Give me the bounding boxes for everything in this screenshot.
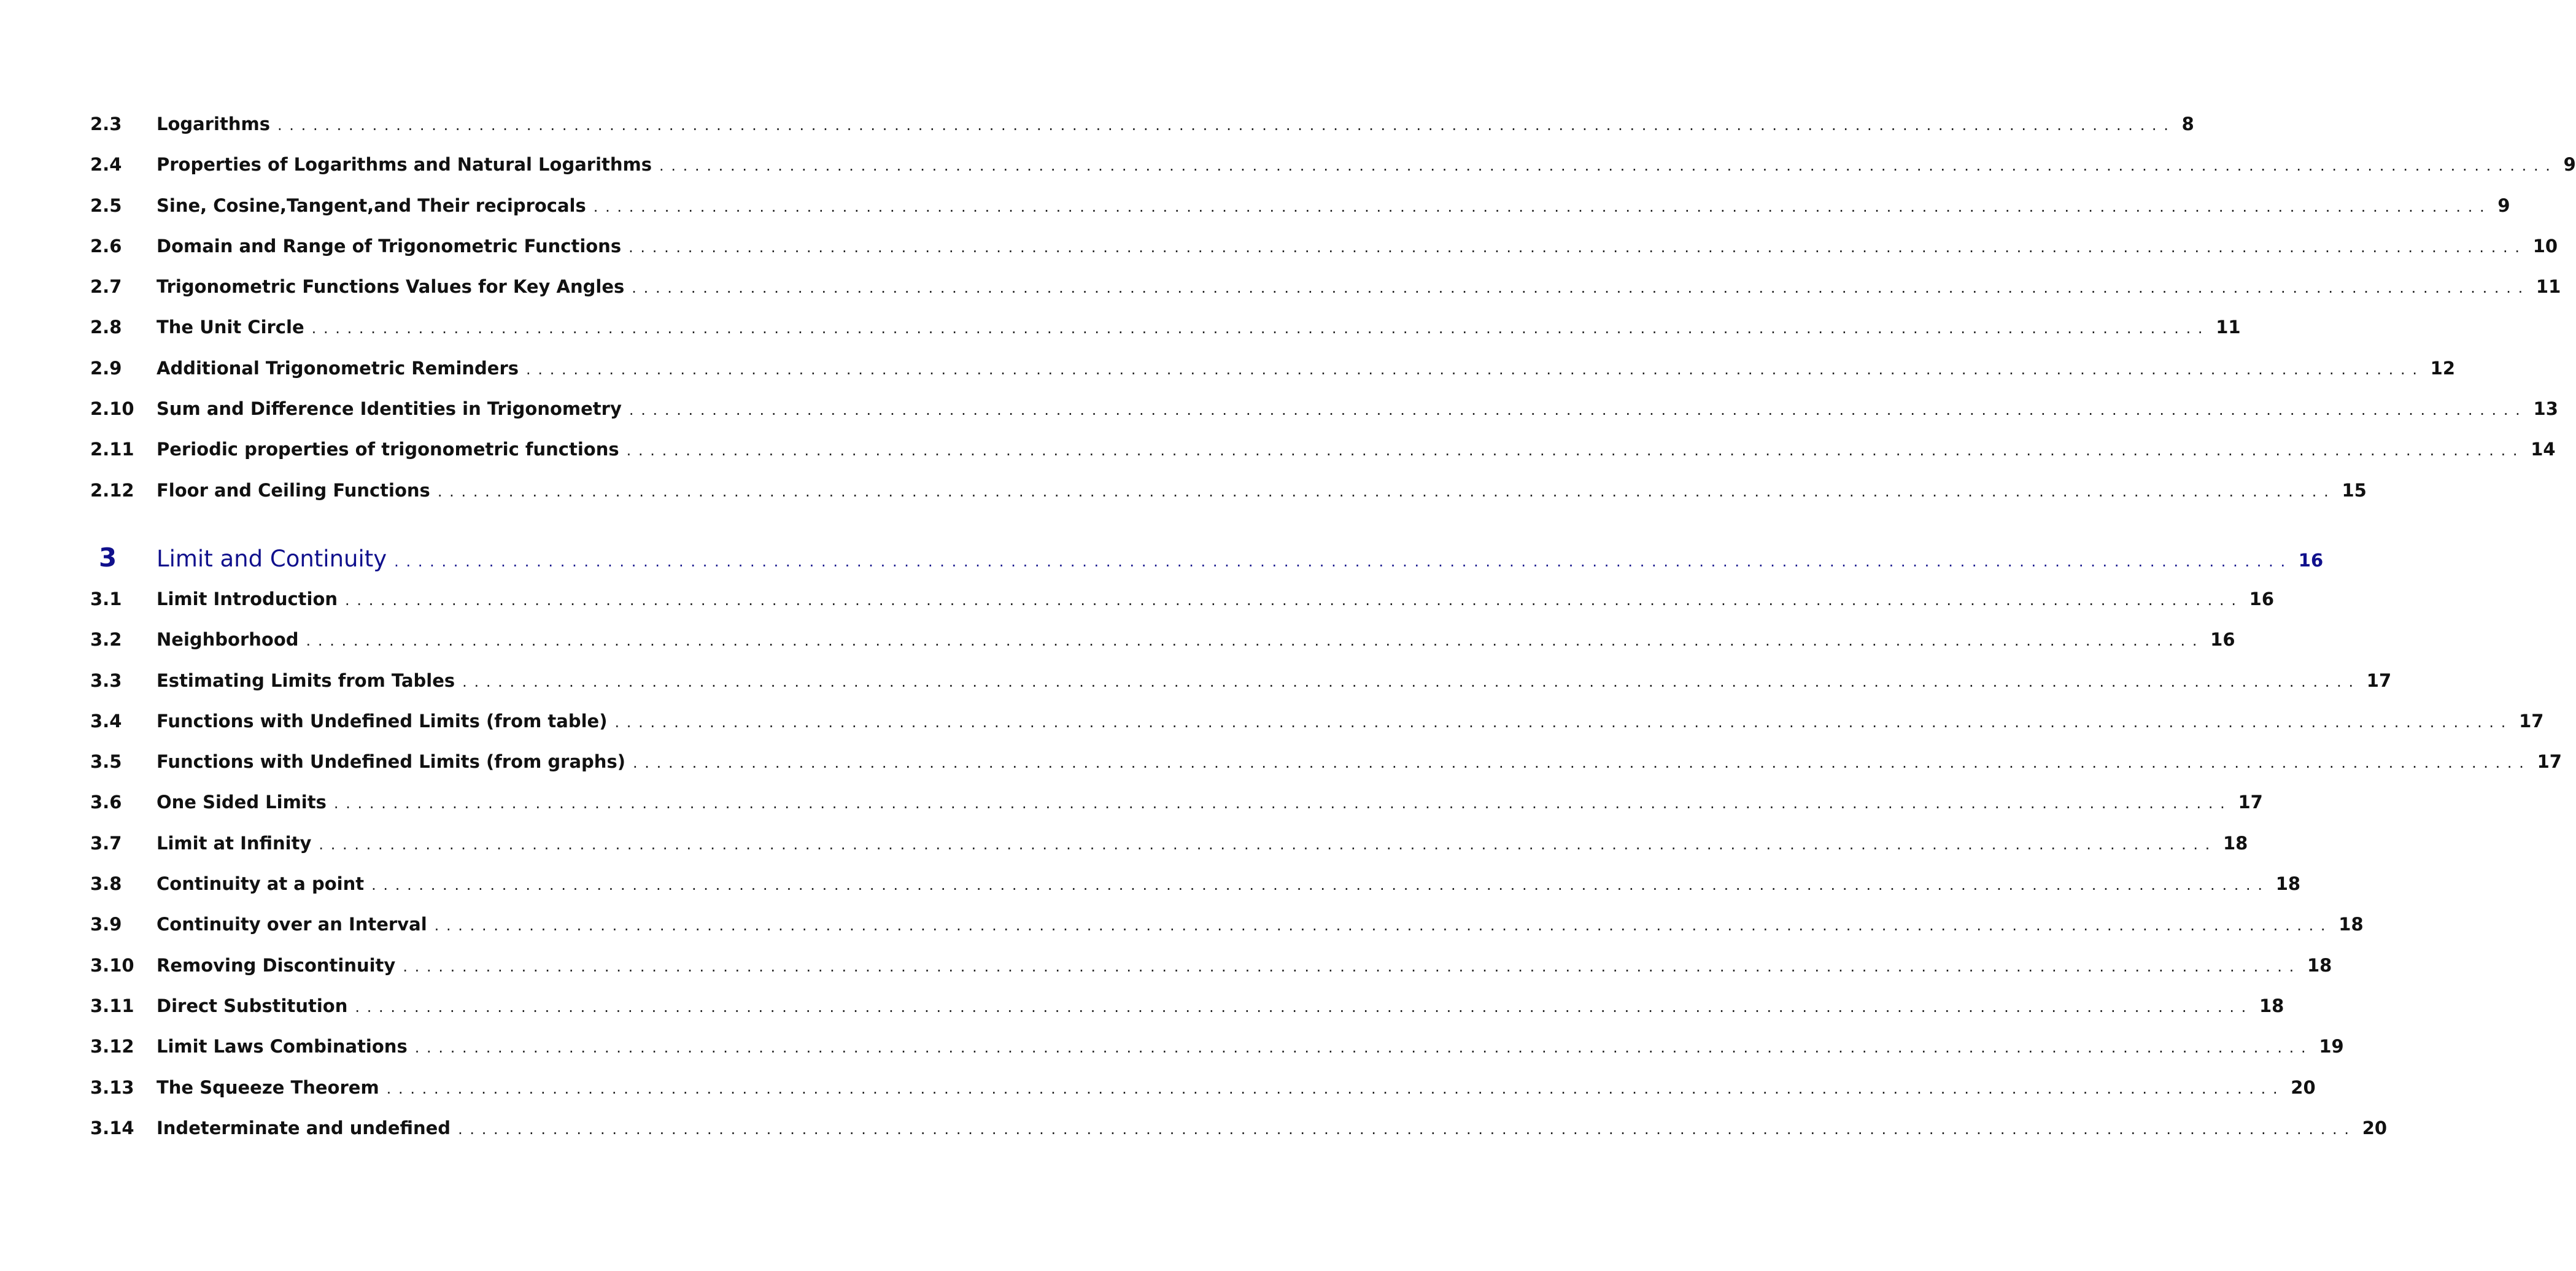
section-number: 3.12	[90, 1036, 134, 1057]
section-number: 3.1	[90, 588, 122, 609]
section-number: 3.13	[90, 1076, 134, 1098]
chapter-gap	[90, 520, 936, 543]
dot-leader: ................................................................................................................................................................	[632, 279, 2530, 297]
section-number: 3.6	[90, 792, 122, 813]
section-page-number: 18	[2259, 995, 2284, 1016]
section-page-number: 14	[2531, 439, 2556, 460]
section-page-number: 18	[2275, 873, 2301, 895]
toc-section-entry[interactable]	[90, 954, 2332, 995]
toc-section-entry[interactable]	[90, 670, 2392, 711]
section-number: 2.5	[90, 195, 122, 216]
section-title: Additional Trigonometric Reminders	[157, 357, 519, 379]
dot-leader: ................................................................................................................................................................	[414, 1039, 2313, 1057]
toc-section-entry[interactable]	[90, 995, 2284, 1036]
dot-leader: ................................................................................................................................................................	[394, 552, 2292, 570]
section-page-number: 15	[2342, 479, 2367, 501]
toc-sections-chapter-3	[90, 588, 2562, 1158]
section-page-number: 11	[2535, 276, 2561, 298]
toc-section-entry[interactable]	[90, 439, 2556, 479]
section-page-number: 18	[2222, 832, 2248, 854]
table-of-contents	[90, 114, 2576, 1158]
dot-leader: ................................................................................................................................................................	[371, 876, 2270, 894]
section-number: 2.11	[90, 439, 134, 460]
section-title: Continuity at a point	[157, 873, 365, 895]
toc-section-entry[interactable]	[90, 276, 2561, 317]
section-number: 2.7	[90, 276, 122, 298]
section-page-number: 13	[2533, 398, 2558, 420]
dot-leader: ................................................................................................................................................................	[437, 482, 2336, 500]
section-number: 3.8	[90, 873, 122, 895]
section-title: Direct Substitution	[157, 995, 348, 1016]
dot-leader: ................................................................................................................................................................	[355, 998, 2253, 1016]
section-title: Floor and Ceiling Functions	[157, 479, 430, 501]
dot-leader: ................................................................................................................................................................	[526, 360, 2424, 378]
section-page-number: 18	[2338, 914, 2364, 935]
toc-section-entry[interactable]	[90, 710, 2544, 751]
section-number: 3.3	[90, 670, 122, 691]
section-number: 3.14	[90, 1117, 134, 1138]
section-title: Logarithms	[157, 114, 270, 134]
toc-section-entry[interactable]	[90, 479, 2367, 520]
section-page-number: 16	[2249, 588, 2275, 609]
section-number: 2.4	[90, 154, 122, 176]
section-title: One Sided Limits	[157, 792, 327, 813]
section-page-number: 17	[2537, 751, 2562, 773]
dot-leader: ................................................................................................................................................................	[319, 835, 2217, 853]
dot-leader: ................................................................................................................................................................	[614, 713, 2513, 731]
section-number: 2.8	[90, 317, 122, 338]
section-number: 2.3	[90, 114, 122, 134]
chapter-number: 3	[99, 542, 117, 573]
toc-sections-chapter-2	[90, 114, 2576, 520]
toc-section-entry[interactable]	[90, 1076, 2316, 1118]
section-page-number: 11	[2216, 317, 2241, 338]
toc-section-entry[interactable]	[90, 1117, 2388, 1158]
section-title: Limit Laws Combinations	[157, 1036, 408, 1057]
dot-leader: ................................................................................................................................................................	[333, 795, 2232, 813]
section-title: The Squeeze Theorem	[157, 1076, 379, 1098]
section-page-number: 16	[2210, 629, 2235, 651]
toc-section-entry[interactable]	[90, 832, 2248, 873]
toc-section-entry[interactable]	[90, 235, 2558, 276]
chapter-title: Limit and Continuity	[157, 545, 387, 572]
toc-section-entry[interactable]	[90, 1036, 2344, 1076]
dot-leader: ................................................................................................................................................................	[386, 1080, 2285, 1097]
section-number: 3.9	[90, 914, 122, 935]
dot-leader: ................................................................................................................................................................	[632, 754, 2531, 772]
section-title: Removing Discontinuity	[157, 954, 396, 976]
section-number: 3.10	[90, 954, 134, 976]
section-title: Estimating Limits from Tables	[157, 670, 455, 691]
toc-section-entry[interactable]	[90, 873, 2301, 914]
toc-section-entry[interactable]	[90, 114, 2194, 154]
toc-section-entry[interactable]	[90, 154, 2576, 195]
section-page-number: 18	[2307, 954, 2332, 976]
toc-section-entry[interactable]	[90, 195, 2510, 236]
toc-section-entry[interactable]	[90, 792, 2263, 832]
section-title: Limit Introduction	[157, 588, 338, 609]
dot-leader: ................................................................................................................................................................	[458, 1120, 2356, 1138]
section-number: 2.6	[90, 235, 122, 257]
toc-section-entry[interactable]	[90, 398, 2558, 439]
toc-chapter-entry[interactable]	[90, 542, 2324, 589]
section-title: Domain and Range of Trigonometric Functions	[157, 235, 622, 257]
dot-leader: ................................................................................................................................................................	[277, 117, 2176, 134]
section-page-number: 8	[2181, 114, 2194, 134]
toc-section-entry[interactable]	[90, 914, 2364, 954]
section-title: Periodic properties of trigonometric functions	[157, 439, 619, 460]
section-page-number: 10	[2532, 235, 2558, 257]
section-page-number: 9	[2497, 195, 2510, 216]
section-page-number: 20	[2291, 1076, 2316, 1098]
section-number: 2.10	[90, 398, 134, 420]
section-number: 2.9	[90, 357, 122, 379]
section-number: 3.2	[90, 629, 122, 651]
dot-leader: ................................................................................................................................................................	[659, 157, 2558, 175]
dot-leader: ................................................................................................................................................................	[403, 957, 2301, 975]
dot-leader: ................................................................................................................................................................	[434, 917, 2333, 935]
section-title: Neighborhood	[157, 629, 299, 651]
section-number: 3.7	[90, 832, 122, 854]
dot-leader: ................................................................................................................................................................	[311, 320, 2210, 338]
section-page-number: 17	[2238, 792, 2263, 813]
section-number: 3.11	[90, 995, 134, 1016]
dot-leader: ................................................................................................................................................................	[345, 591, 2243, 609]
section-number: 3.4	[90, 710, 122, 732]
dot-leader: ................................................................................................................................................................	[462, 673, 2361, 690]
section-title: Sum and Difference Identities in Trigonometry	[157, 398, 622, 420]
section-page-number: 12	[2430, 357, 2456, 379]
dot-leader: ................................................................................................................................................................	[629, 238, 2527, 256]
toc-section-entry[interactable]	[90, 629, 2235, 670]
section-title: Continuity over an Interval	[157, 914, 427, 935]
section-page-number: 20	[2362, 1117, 2388, 1138]
section-page-number: 19	[2319, 1036, 2344, 1057]
section-title: Limit at Infinity	[157, 832, 312, 854]
dot-leader: ................................................................................................................................................................	[626, 442, 2525, 460]
toc-section-entry[interactable]	[90, 588, 2275, 629]
section-title: The Unit Circle	[157, 317, 304, 338]
section-title: Sine, Cosine,Tangent,and Their reciprocals	[157, 195, 586, 216]
section-title: Functions with Undefined Limits (from graphs)	[157, 751, 625, 773]
section-title: Functions with Undefined Limits (from table)	[157, 710, 608, 732]
chapter-page-number: 16	[2298, 549, 2324, 571]
section-title: Properties of Logarithms and Natural Logarithms	[157, 154, 652, 176]
dot-leader: ................................................................................................................................................................	[306, 632, 2205, 650]
section-page-number: 17	[2519, 710, 2544, 732]
section-page-number: 9	[2563, 154, 2576, 176]
toc-section-entry[interactable]	[90, 357, 2456, 398]
section-number: 3.5	[90, 751, 122, 773]
toc-section-entry[interactable]	[90, 751, 2562, 792]
dot-leader: ................................................................................................................................................................	[629, 401, 2528, 419]
section-title: Trigonometric Functions Values for Key Angles	[157, 276, 625, 298]
dot-leader: ................................................................................................................................................................	[593, 198, 2492, 215]
section-page-number: 17	[2366, 670, 2392, 691]
toc-section-entry[interactable]	[90, 317, 2241, 357]
section-number: 2.12	[90, 479, 134, 501]
section-title: Indeterminate and undefined	[157, 1117, 451, 1138]
